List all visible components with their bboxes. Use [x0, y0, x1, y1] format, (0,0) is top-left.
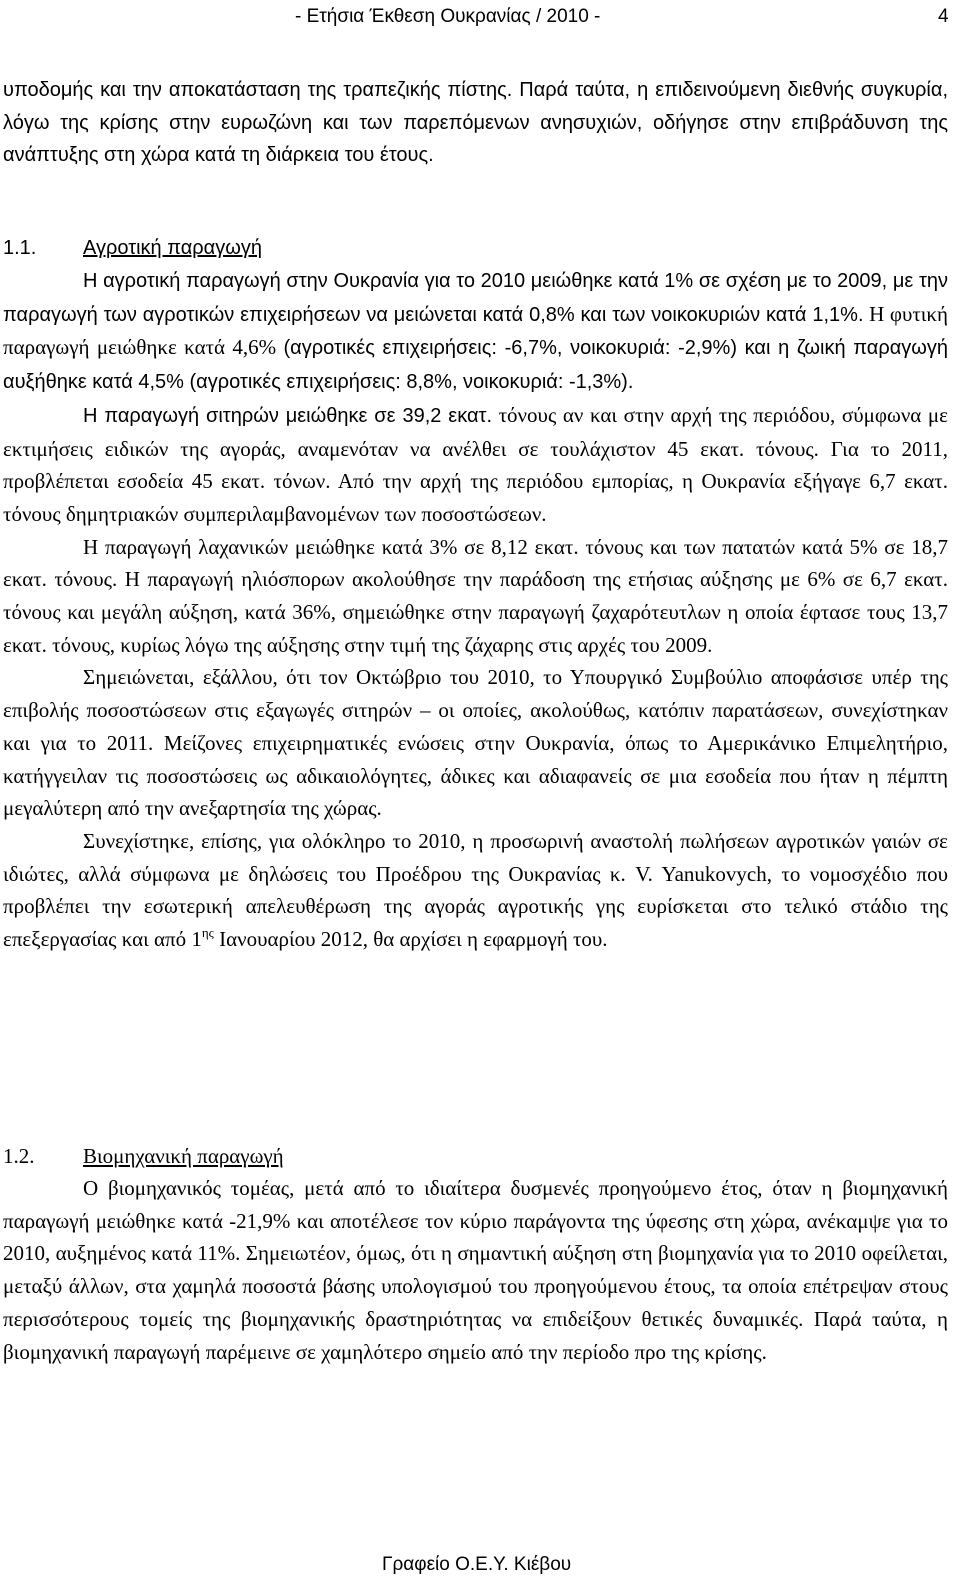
text-run: Συνεχίστηκε, επίσης, για ολόκληρο το 2010, η προσωρινή αναστολή πωλήσεων αγροτικών γαιών σε ιδιώτες, αλλά σύμφωνα με δηλώσεις του Προέδρου της Ουκρανίας κ. V. Yanukovych, το νομοσχέδιο που προβλέπει την εσωτερική απελευθέρωση της αγοράς αγροτικής γης ευρίσκεται στο τελικό στάδιο της επεξεργασίας και από 1 [3, 828, 948, 952]
section-title: Αγροτική παραγωγή [83, 237, 262, 259]
text-run: Η αγροτική παραγωγή στην Ουκρανία για το 2010 μειώθηκε κατά 1% σε σχέση με το 2009, με την παραγωγή των αγροτικών επιχειρήσεων να μειώνεται κατά 0,8% και των νοικοκυριών κατά 1,1%. [3, 270, 948, 326]
section-heading-agriculture [3, 232, 262, 264]
section-body-agriculture [3, 264, 948, 956]
paragraph: Σημειώνεται, εξάλλου, ότι τον Οκτώβριο του 2010, το Υπουργικό Συμβούλιο αποφάσισε υπέρ της επιβολής ποσοστώσεων στις εξαγωγές σιτηρών – οι οποίες, ακολούθως, κατόπιν παρατάσεων, συνεχίστηκαν και για το 2011. Μείζονες επιχειρηματικές ενώσεις στην Ουκρανία, όπως το Αμερικάνικο Επιμελητήριο, κατήγγειλαν τις ποσοστώσεις ως αδικαιολόγητες, άδικες και αδιαφανείς σε μια εσοδεία που ήταν η πέμπτη μεγαλύτερη από την ανεξαρτησία της χώρας. [3, 665, 948, 821]
intro-block [3, 74, 948, 172]
text-run: τόνους αν και στην αρχή της περιόδου, σύμφωνα με εκτιμήσεις ειδικών της αγοράς, αναμενόταν να ανέλθει σε τουλάχιστον 45 εκατ. τόνους. Για το 2011, προβλέπεται εσοδεία 45 εκατ. τόνων. Από την αρχή της περιόδου εμπορίας, η Ουκρανία εξήγαγε 6,7 εκατ. τόνους δημητριακών συμπεριλαμβανομένων των ποσοστώσεων. [3, 402, 948, 526]
page-number: 4 [938, 6, 949, 27]
paragraph [3, 264, 948, 399]
section-heading-industry [3, 1140, 284, 1172]
paragraph: Η παραγωγή λαχανικών μειώθηκε κατά 3% σε 8,12 εκατ. τόνους και των πατατών κατά 5% σε 18,7 εκατ. τόνους. Η παραγωγή ηλιόσπορων ακολούθησε την παράδοση της ετήσιας αύξησης με 6% σε 6,7 εκατ. τόνους και μεγάλη αύξηση, κατά 36%, σημειώθηκε στην παραγωγή ζαχαρότευτλων η οποία έφτασε τους 13,7 εκατ. τόνους, κυρίως λόγω της αύξησης στην τιμή της ζάχαρης στις αρχές του 2009. [3, 534, 948, 657]
section-number: 1.1. [3, 237, 37, 259]
section-title: Βιομηχανική παραγωγή [83, 1144, 284, 1168]
text-run: (αγροτικές επιχειρήσεις: -6,7%, νοικοκυριά: -2,9%) και η ζωική παραγωγή αυξήθηκε κατά 4,5% (αγροτικές επιχειρήσεις: 8,8%, νοικοκυριά: -1,3%). [3, 337, 949, 394]
section-body-industry [3, 1172, 948, 1368]
text-run: Η φυτική παραγωγή μειώθηκε κατά 4,6% [3, 301, 948, 360]
superscript: ης [201, 925, 214, 941]
paragraph [3, 825, 948, 956]
page-footer: Γραφείο Ο.Ε.Υ. Κιέβου [382, 1554, 572, 1575]
paragraph: Ο βιομηχανικός τομέας, μετά από το ιδιαίτερα δυσμενές προηγούμενο έτος, όταν η βιομηχανική παραγωγή μειώθηκε κατά -21,9% και αποτέλεσε τον κύριο παράγοντα της ύφεσης στη χώρα, ανέκαμψε για το 2010, αυξημένος κατά 11%. Σημειωτέον, όμως, ότι η σημαντική αύξηση στη βιομηχανία για το 2010 οφείλεται, μεταξύ άλλων, στα χαμηλά ποσοστά βάσης υπολογισμού του προηγούμενου έτους, τα οποία επέτρεψαν στους περισσότερους τομείς της βιομηχανικής δραστηριότητας να επιδείξουν θετικές δυναμικές. Παρά ταύτα, η βιομηχανική παραγωγή παρέμεινε σε χαμηλότερο σημείο από την περίοδο προ της κρίσης. [3, 1176, 948, 1364]
paragraph [3, 399, 948, 531]
text-run: Ιανουαρίου 2012, θα αρχίσει η εφαρμογή του. [213, 927, 608, 952]
section-number: 1.2. [3, 1144, 35, 1168]
page-header-title: - Ετήσια Έκθεση Ουκρανίας / 2010 - [295, 6, 601, 27]
intro-paragraph: υποδομής και την αποκατάσταση της τραπεζικής πίστης. Παρά ταύτα, η επιδεινούμενη διεθνής συγκυρία, λόγω της κρίσης στην ευρωζώνη και των παρεπόμενων ανησυχιών, οδήγησε στην επιβράδυνση της ανάπτυξης στη χώρα κατά τη διάρκεια του έτους. [3, 79, 948, 167]
text-run: Η παραγωγή σιτηρών μειώθηκε σε 39,2 εκατ. [83, 404, 493, 427]
